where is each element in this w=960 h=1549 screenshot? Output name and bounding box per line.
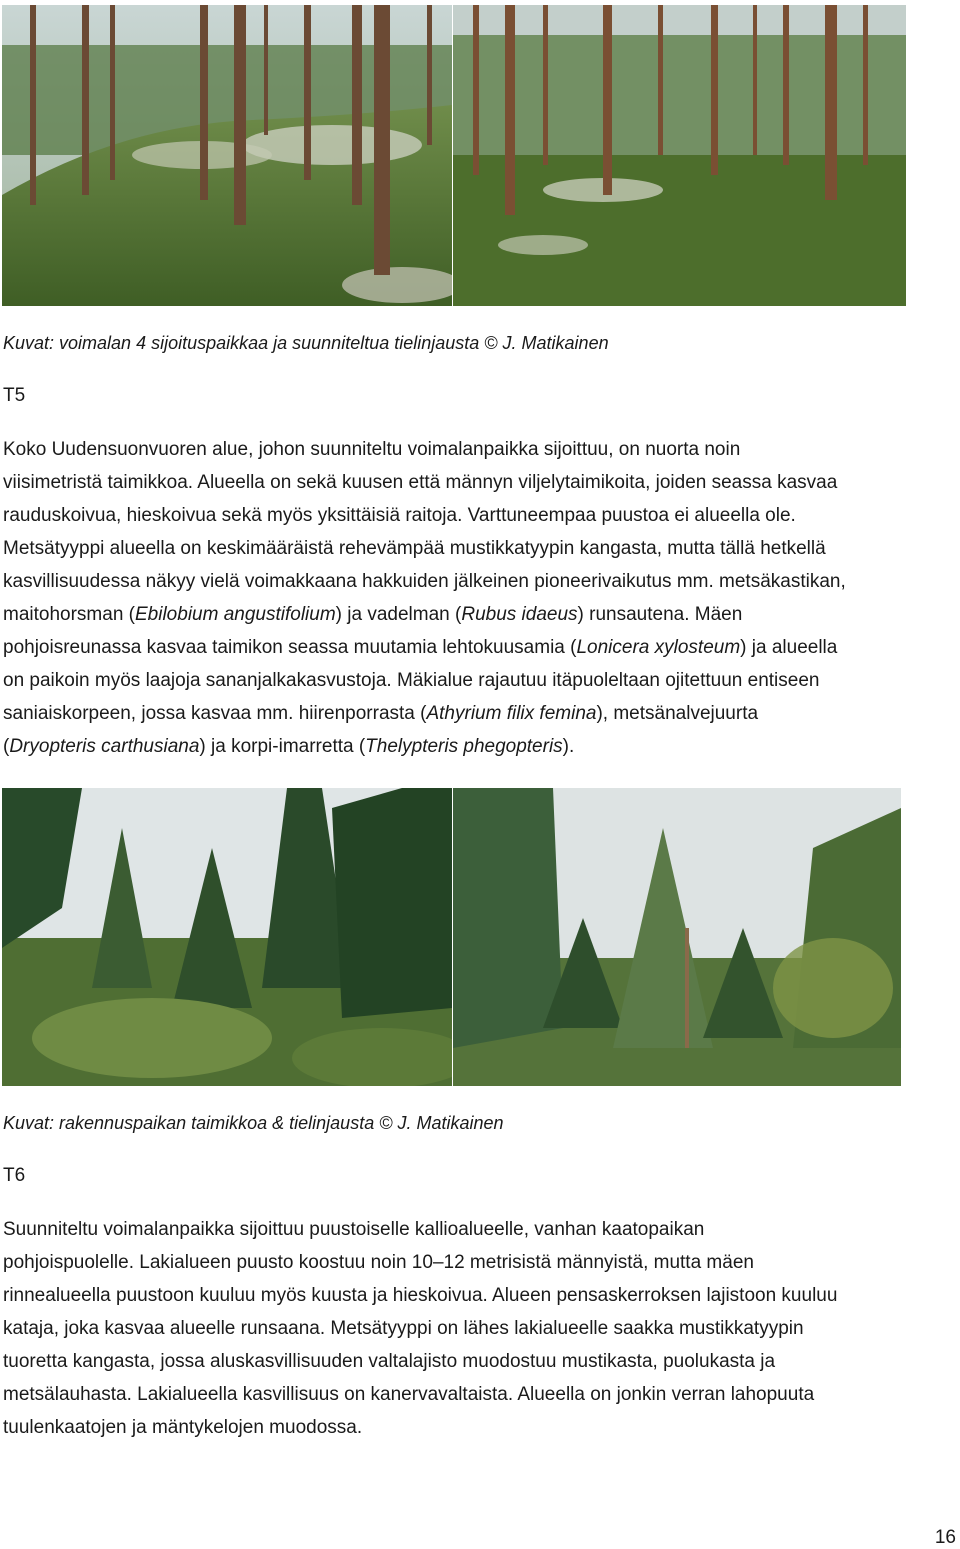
text-line xyxy=(3,1345,959,1378)
text-line xyxy=(3,664,959,697)
caption-mid-photos: Kuvat: rakennuspaikan taimikkoa & tielinjausta © J. Matikainen xyxy=(3,1113,504,1133)
text-line xyxy=(3,433,959,466)
text-segment: rinnealueella puustoon kuuluu myös kuusta ja hieskoivua. Alueen pensaskerroksen lajistoon kuuluu xyxy=(3,1285,838,1306)
paragraph-t5 xyxy=(3,433,959,763)
text-segment: saniaiskorpeen, jossa kasvaa mm. hiirenporrasta ( xyxy=(3,703,427,724)
text-segment: ) runsautena. Mäen xyxy=(577,604,743,625)
text-line xyxy=(3,1411,959,1444)
text-segment: maitohorsman ( xyxy=(3,604,135,625)
text-line xyxy=(3,1246,959,1279)
species-name: Ebilobium angustifolium xyxy=(135,604,336,625)
species-name: Thelypteris phegopteris xyxy=(365,736,563,757)
text-segment: on paikoin myös laajoja sananjalkakasvustoja. Mäkialue rajautuu itäpuoleltaan ojitettuun entiseen xyxy=(3,670,820,691)
text-segment: kataja, joka kasvaa alueelle runsaana. Metsätyyppi on lähes lakialueelle saakka mustikkatyypin xyxy=(3,1318,804,1339)
photo-pine-blueberry xyxy=(453,5,906,306)
species-name: Rubus idaeus xyxy=(461,604,578,625)
photo-pine-saplings xyxy=(453,788,901,1086)
text-segment: pohjoisreunassa kasvaa taimikon seassa muutamia lehtokuusamia ( xyxy=(3,637,577,658)
text-segment: viisimetristä taimikkoa. Alueella on sekä kuusen että männyn viljelytaimikoita, joiden seassa kasvaa xyxy=(3,472,838,493)
photo-pine-hill xyxy=(2,5,452,306)
text-line xyxy=(3,598,959,631)
text-segment: Koko Uudensuonvuoren alue, johon suunniteltu voimalanpaikka sijoittuu, on nuorta noin xyxy=(3,439,741,460)
text-line xyxy=(3,532,959,565)
caption-top-photos: Kuvat: voimalan 4 sijoituspaikkaa ja suunniteltua tielinjausta © J. Matikainen xyxy=(3,333,609,353)
heading-t5: T5 xyxy=(3,385,26,406)
text-segment: tuulenkaatojen ja mäntykelojen muodossa. xyxy=(3,1417,363,1438)
text-segment: Metsätyyppi alueella on keskimääräistä rehevämpää mustikkatyypin kangasta, mutta tällä hetkellä xyxy=(3,538,826,559)
text-line xyxy=(3,1312,959,1345)
text-segment: ) ja korpi-imarretta ( xyxy=(199,736,366,757)
text-segment: kasvillisuudessa näkyy vielä voimakkaana hakkuiden jälkeinen pioneerivaikutus mm. metsäkastikan, xyxy=(3,571,846,592)
heading-t6: T6 xyxy=(3,1165,26,1186)
text-line xyxy=(3,565,959,598)
text-segment: ), metsänalvejuurta xyxy=(596,703,759,724)
text-line xyxy=(3,697,959,730)
text-segment: tuoretta kangasta, jossa aluskasvillisuuden valtalajisto muodostuu mustikasta, puolukasta ja xyxy=(3,1351,776,1372)
text-line xyxy=(3,499,959,532)
species-name: Dryopteris carthusiana xyxy=(9,736,200,757)
text-segment: metsälauhasta. Lakialueella kasvillisuus on kanervavaltaista. Alueella on jonkin verran lahopuuta xyxy=(3,1384,815,1405)
species-name: Lonicera xylosteum xyxy=(576,637,741,658)
text-line xyxy=(3,1279,959,1312)
text-line xyxy=(3,466,959,499)
text-line xyxy=(3,1213,959,1246)
species-name: Athyrium filix femina xyxy=(426,703,597,724)
text-segment: pohjoispuolelle. Lakialueen puusto koostuu noin 10–12 metrisistä männyistä, mutta mäen xyxy=(3,1252,754,1273)
text-segment: ) ja vadelman ( xyxy=(335,604,462,625)
text-line xyxy=(3,1378,959,1411)
text-segment: rauduskoivua, hieskoivua sekä myös yksittäisiä raitoja. Varttuneempaa puustoa ei alueella ole. xyxy=(3,505,796,526)
text-segment: ). xyxy=(562,736,575,757)
text-segment: ) ja alueella xyxy=(740,637,838,658)
page-number: 16 xyxy=(934,1527,956,1548)
text-segment: Suunniteltu voimalanpaikka sijoittuu puustoiselle kallioalueelle, vanhan kaatopaikan xyxy=(3,1219,705,1240)
paragraph-t6 xyxy=(3,1213,959,1444)
photo-spruce-saplings xyxy=(2,788,452,1086)
text-segment: ( xyxy=(3,736,10,757)
text-line xyxy=(3,631,959,664)
text-line xyxy=(3,730,959,763)
